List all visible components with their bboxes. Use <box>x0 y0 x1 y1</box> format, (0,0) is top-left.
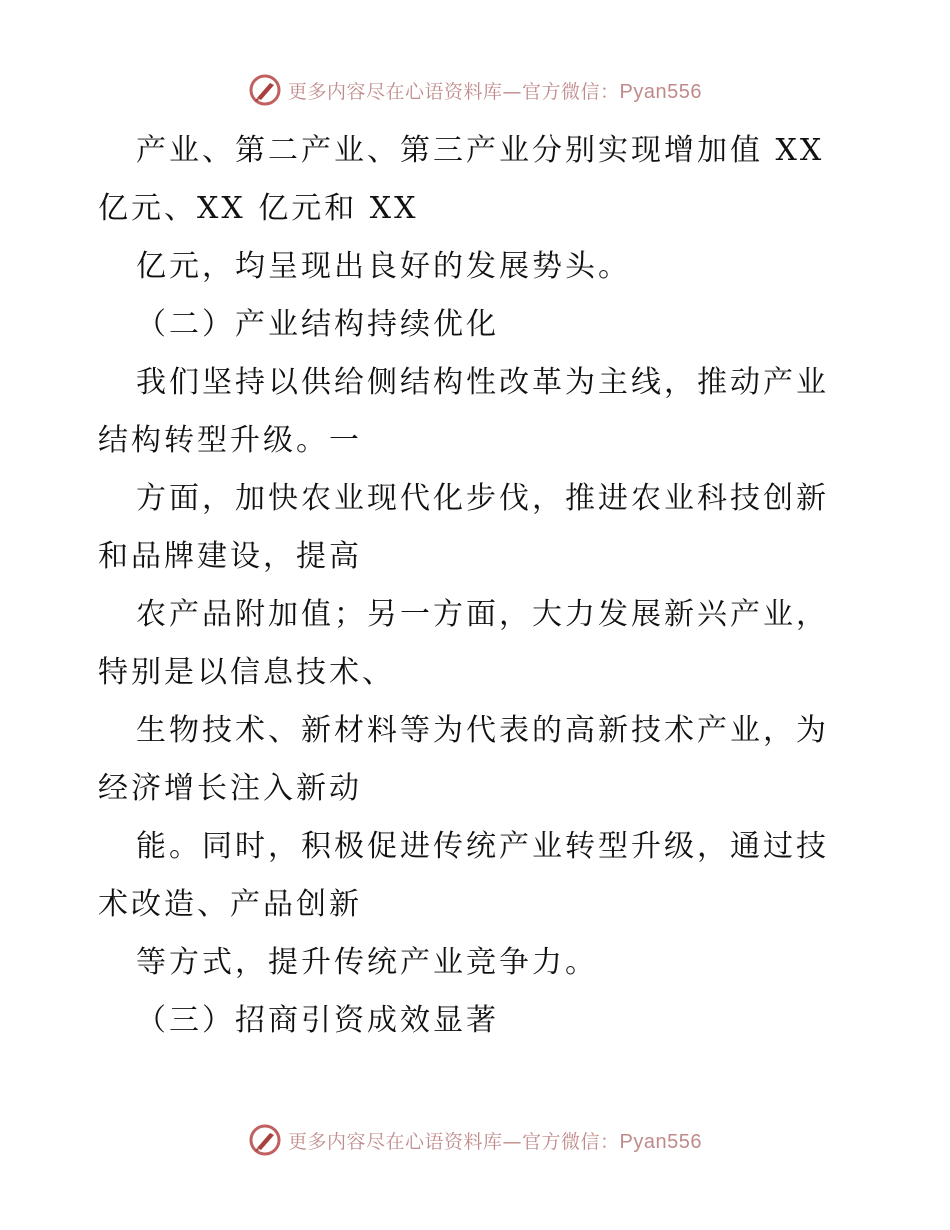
watermark-id: Pyan556 <box>619 80 702 103</box>
quill-pen-logo-icon <box>248 73 282 107</box>
section-heading: （二）产业结构持续优化 <box>136 307 499 342</box>
quill-pen-logo-icon <box>248 1123 282 1157</box>
text-line: 农产品附加值；另一方面，大力发展新兴产业， <box>136 597 829 632</box>
watermark-id: Pyan556 <box>619 1130 702 1153</box>
watermark-text: 更多内容尽在心语资料库—官方微信： <box>288 1130 620 1153</box>
watermark-text: 更多内容尽在心语资料库—官方微信： <box>288 80 620 103</box>
text-line: 能。同时，积极促进传统产业转型升级，通过技 <box>136 829 829 864</box>
text-line: 生物技术、新材料等为代表的高新技术产业，为 <box>136 713 829 748</box>
header-watermark <box>0 70 950 110</box>
section-heading: （三）招商引资成效显著 <box>136 1003 499 1038</box>
footer-watermark <box>0 1120 950 1160</box>
text-line: 等方式，提升传统产业竞争力。 <box>136 945 598 980</box>
text-line: 经济增长注入新动 <box>98 771 362 806</box>
text-line: 我们坚持以供给侧结构性改革为主线，推动产业 <box>136 365 829 400</box>
text-line: 产业、第二产业、第三产业分别实现增加值 XX <box>136 133 825 168</box>
text-line: 结构转型升级。一 <box>98 423 362 458</box>
text-line: 亿元，均呈现出良好的发展势头。 <box>136 249 631 284</box>
text-line: 亿元、XX 亿元和 XX <box>98 191 419 226</box>
text-line: 术改造、产品创新 <box>98 887 362 922</box>
document-body <box>98 122 858 1050</box>
text-line: 和品牌建设，提高 <box>98 539 362 574</box>
text-line: 方面，加快农业现代化步伐，推进农业科技创新 <box>136 481 829 516</box>
text-line: 特别是以信息技术、 <box>98 655 395 690</box>
